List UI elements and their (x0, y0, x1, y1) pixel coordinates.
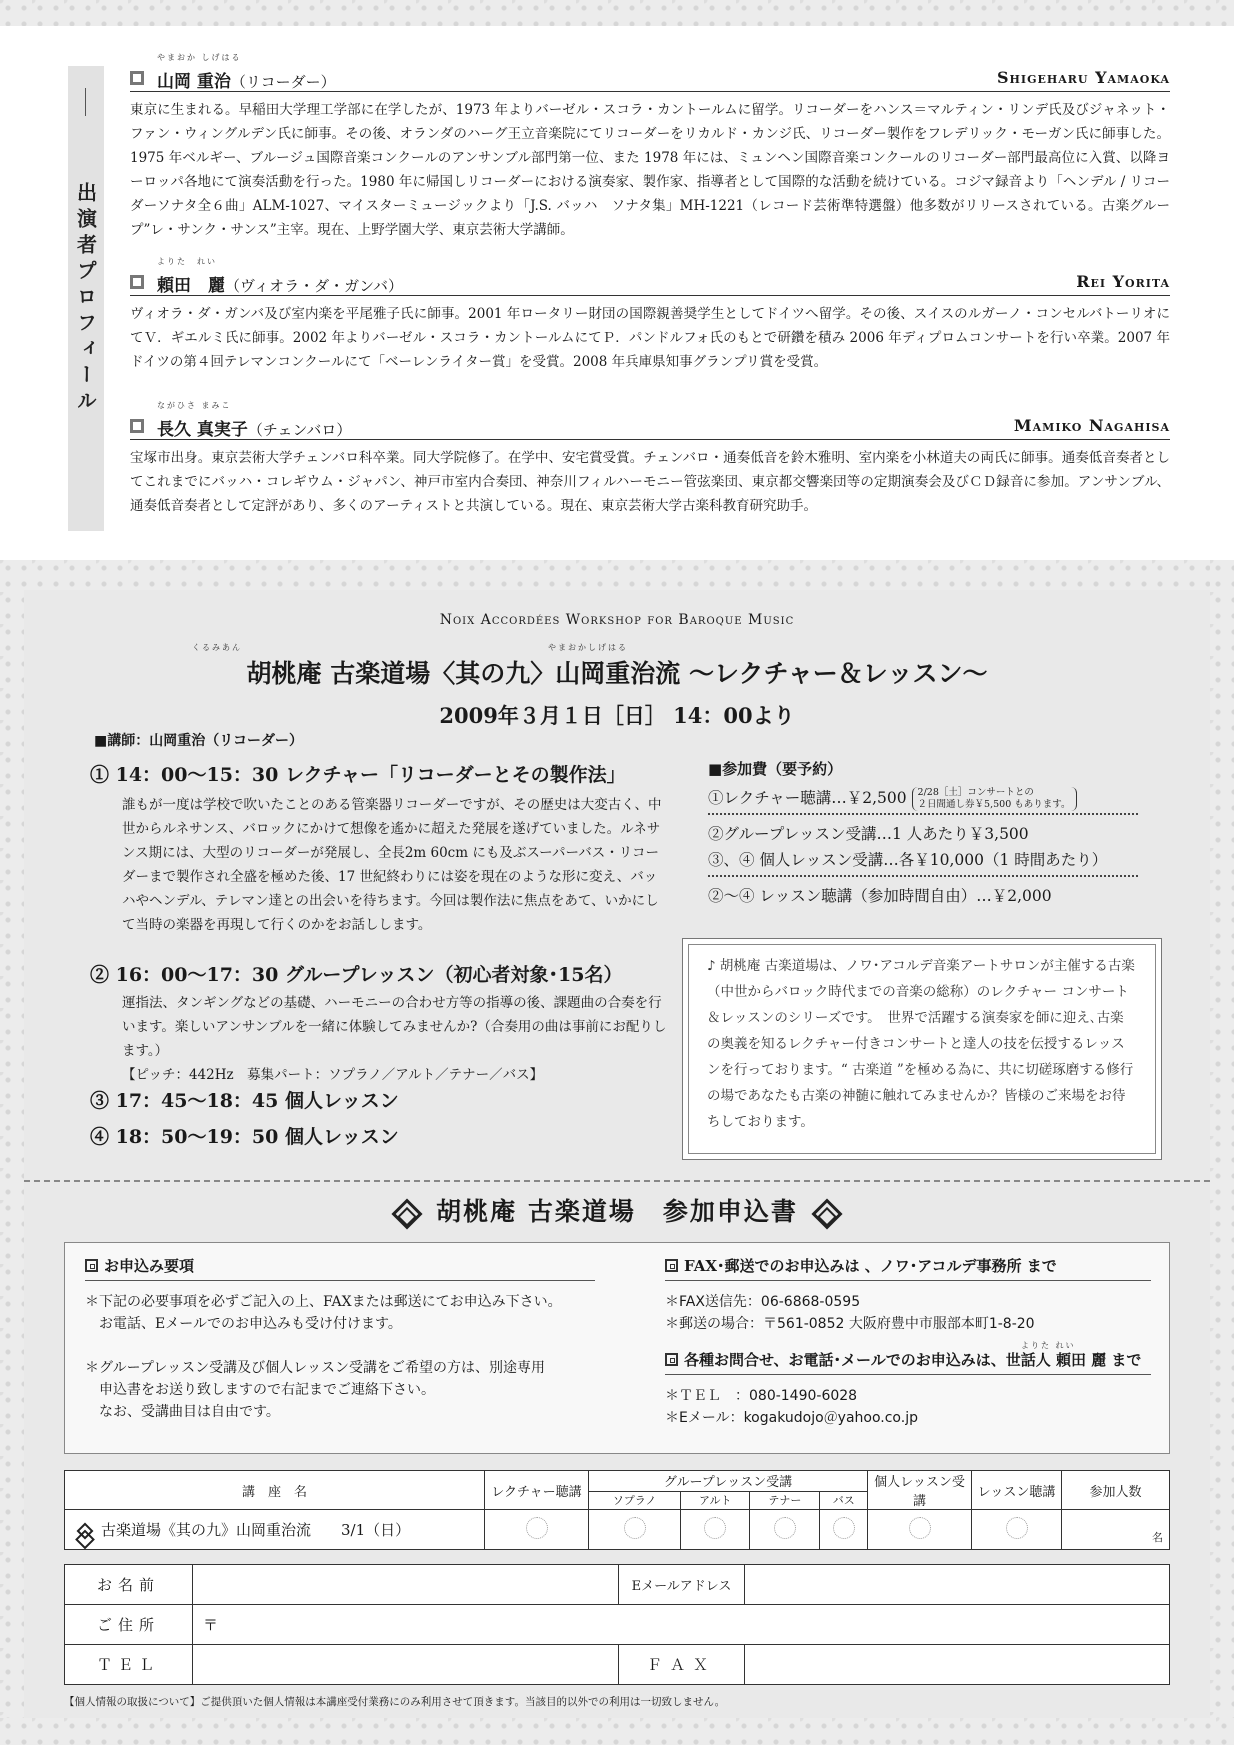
diamond-ornament-icon (392, 1198, 423, 1229)
performer-bio: ヴィオラ・ダ・ガンバ及び室内楽を平尾雅子氏に師事。2001 年ロータリー財団の国際親善奨学生としてドイツへ留学。その後、スイスのルガーノ・コンセルバトーリオにてＶ．ギエルミ氏に師事。2002 年よりバーゼル・スコラ・カントールムにてＰ．パンドルフォ氏のもとで研鑽を積み 2006 年ディプロムコンサートを行い卒業。2007 年ドイツの第４回テレマンコンクールにて「ベーレンライター賞」を受賞。2008 年兵庫県知事グランプリ賞を受賞。 (130, 306, 1170, 370)
title-ruby-kurumian: くるみあん (192, 643, 242, 652)
square-bullet-icon (130, 71, 144, 85)
performer-header (130, 257, 1170, 296)
series-info-text: ♪ 胡桃庵 古楽道場は、ノワ･アコルデ音楽アートサロンが主催する古楽（中世からバロック時代までの音楽の総称）のレクチャー コンサート＆レッスンのシリーズです。 世界で活躍する演奏家を師に迎え､古楽の奥義を知るレクチャー付きコンサートと達人の技を伝授するレッスンを行っております。“ 古楽道 ”を極める為に、共に切磋琢磨する修行の場であなたも古楽の神髄に触れてみませんか？皆様のご来場をお待ちしております。 (688, 944, 1156, 1154)
col-audit: レッスン聴講 (972, 1471, 1062, 1510)
performer-ruby: よりた れい (157, 257, 217, 266)
title-ruby-yamaoka: やまおかしげはる (548, 643, 628, 652)
diamond-ornament-icon (811, 1198, 842, 1229)
performer-nagahisa (130, 401, 1170, 518)
col-bass: バス (820, 1491, 868, 1509)
dotted-divider (708, 813, 1138, 815)
workshop-title: 胡桃庵 古楽道場〈其の九〉山岡重治流 ～レクチャー＆レッスン～ (246, 659, 988, 688)
session-individual-2 (90, 1122, 670, 1149)
fees-heading: ■参加費（要予約） (708, 760, 843, 778)
contact-heading-wrap (665, 1341, 1151, 1375)
performer-name: 山岡 重治（リコーダー） (157, 72, 336, 92)
profile-vertical-title (68, 66, 104, 531)
workshop-section (24, 590, 1210, 1718)
session-lecture (90, 760, 670, 937)
guideline-line: 申込書をお送り致しますので右記までご連絡下さい。 (85, 1382, 435, 1398)
col-course: 講 座 名 (65, 1471, 485, 1510)
performer-ruby: ながひさ まみこ (157, 401, 232, 410)
email-label: Eメールアドレス (619, 1565, 745, 1605)
session-body: 運指法、タンギングなどの基礎、ハーモニーの合わせ方等の指導の後、課題曲の合奏を行います。楽しいアンサンブルを一緒に体験してみませんか?（合奏用の曲は事前にお配りします。） (122, 995, 667, 1059)
bottom-border-pattern (0, 1718, 1234, 1745)
fax-heading: FAX･郵送でのお申込みは 、ノワ･アコルデ事務所 まで (665, 1255, 1151, 1281)
performer-bio: 宝塚市出身。東京芸術大学チェンバロ科卒業。同大学院修了。在学中、安宅賞受賞。チェンバロ・通奏低音を鈴木雅明、室内楽を小林道夫の両氏に師事。通奏低音奏者としてこれまでにバッハ・コレギウム・ジャパン、神戸市室内合奏団、神奈川フィルハーモニー管弦楽団、東京都交響楽団等の定期演奏会及びＣＤ録音に参加。アンサンブル、通奏低音奏者として定評があり、多くのアーティストと共演している。現在、東京芸術大学古楽科教育研究助手。 (130, 450, 1170, 514)
checkbox-lecture[interactable] (485, 1510, 589, 1550)
session-heading: ② 16：00～17：30 グループレッスン（初心者対象･15名） (90, 964, 623, 986)
application-info-box (64, 1242, 1170, 1454)
mid-border-pattern (0, 560, 1234, 590)
session-body: 誰もが一度は学校で吹いたことのある管楽器リコーダーですが、その歴史は大変古く、中世からルネサンス、バロックにかけて想像を遙かに超えた発展を遂げていました。ルネサンス期には、大型のリコーダーが発展し、全長2m 60cm にも及ぶスーパーバス・リコーダーまで製作され全盛を極めた後、17 世紀終わりには姿を現在のような形に変え、バッハやヘンデル、テレマン達との出会いを待ちます。今回は製作法に焦点をあて、いかにして当時の楽器を再現して行くのかをお話しします。 (122, 797, 662, 933)
performer-name-en: Rei Yorita (1076, 272, 1170, 291)
fee-lecture: ①レクチャー聴講…￥2,500 2/28［土］コンサートとの ２日間通し券￥5,500 もあります。 (708, 785, 1138, 811)
box-bullet-icon (85, 1259, 98, 1272)
application-contact (665, 1255, 1151, 1429)
checkbox-audit[interactable] (972, 1510, 1062, 1550)
course-row-name: 古楽道場《其の九》山岡重治流 3/1（日） (65, 1510, 485, 1550)
checkbox-individual[interactable] (868, 1510, 972, 1550)
email-field[interactable] (745, 1565, 1170, 1605)
col-lecture: レクチャー聴講 (485, 1471, 589, 1510)
application-title: 胡桃庵 古楽道場 参加申込書 (24, 1192, 1210, 1228)
applicant-info-table (64, 1564, 1170, 1685)
checkbox-bass[interactable] (820, 1510, 868, 1550)
performer-ruby: やまおか しげはる (157, 53, 242, 62)
profile-vertical-title-text: 出演者プロフィール (72, 172, 101, 426)
session-group (90, 960, 670, 1087)
top-border-pattern (0, 0, 1234, 26)
guideline-line: ＊下記の必要事項を必ずご記入の上、FAXまたは郵送にてお申込み下さい。 (85, 1294, 562, 1310)
guideline-line: なお、受講曲目は自由です。 (85, 1404, 280, 1420)
col-group: グループレッスン受講 (589, 1471, 868, 1492)
box-bullet-icon (665, 1353, 678, 1366)
session-heading: ③ 17：45～18：45 個人レッスン (90, 1090, 399, 1112)
checkbox-tenor[interactable] (750, 1510, 820, 1550)
cut-line (24, 1180, 1210, 1182)
course-table (64, 1470, 1170, 1550)
profile-section (0, 26, 1234, 560)
session-heading: ① 14：00～15：30 レクチャー「リコーダーとその製作法」 (90, 764, 626, 786)
tel-label: ＴＥＬ (65, 1645, 193, 1685)
postal-address: ＊郵送の場合：〒561-0852 大阪府豊中市服部本町1-8-20 (665, 1316, 1035, 1332)
session-note: 【ピッチ：442Hz 募集パート：ソプラノ／アルト／テナー／バス】 (122, 1067, 544, 1083)
performer-name-en: Mamiko Nagahisa (1013, 416, 1170, 435)
diamond-ornament-icon (77, 1523, 94, 1540)
session-heading: ④ 18：50～19：50 個人レッスン (90, 1126, 399, 1148)
tel-field[interactable] (193, 1645, 619, 1685)
workshop-teacher: ■講師：山岡重治（リコーダー） (94, 733, 303, 749)
fax-field[interactable] (745, 1645, 1170, 1685)
workshop-subtitle-en: Noix Accordées Workshop for Baroque Music (439, 612, 795, 628)
guidelines-heading: お申込み要項 (85, 1255, 595, 1281)
fee-lecture-note: 2/28［土］コンサートとの ２日間通し券￥5,500 もあります。 (912, 787, 1077, 811)
performer-yamaoka (130, 53, 1170, 242)
square-bullet-icon (130, 419, 144, 433)
guideline-line: お電話、Eメールでのお申込みも受け付けます。 (85, 1316, 402, 1332)
name-label: お名前 (65, 1565, 193, 1605)
guideline-line: ＊グループレッスン受講及び個人レッスン受講をご希望の方は、別途専用 (85, 1360, 546, 1376)
performer-header (130, 401, 1170, 440)
session-individual-1 (90, 1086, 670, 1113)
contact-ruby: よりた れい (1021, 1341, 1076, 1350)
col-soprano: ソプラノ (589, 1491, 681, 1509)
performer-name-en: Shigeharu Yamaoka (996, 68, 1170, 87)
performer-yorita (130, 257, 1170, 374)
dotted-divider (708, 875, 1138, 877)
fees-block (708, 758, 1138, 909)
col-count: 参加人数 (1062, 1471, 1170, 1510)
left-border-pattern (0, 560, 24, 1720)
checkbox-alto[interactable] (681, 1510, 750, 1550)
fee-audit: ②～④ レッスン聴講（参加時間自由）…￥2,000 (708, 887, 1052, 905)
col-tenor: テナー (750, 1491, 820, 1509)
address-field[interactable]: 〒 (193, 1605, 1170, 1645)
guideline-line (85, 1335, 595, 1357)
performer-name: 長久 真実子（チェンバロ） (157, 420, 352, 440)
fee-individual: ③、④ 個人レッスン受講…各￥10,000（1 時間あたり） (708, 851, 1108, 869)
series-info-box (682, 938, 1162, 1160)
privacy-notice: 【個人情報の取扱について】ご提供頂いた個人情報は本講座受付業務にのみ利用させて頂きます。当該目的以外での利用は一切致しません。 (64, 1696, 726, 1708)
performer-bio: 東京に生まれる。早稲田大学理工学部に在学したが、1973 年よりバーゼル・スコラ・カントールムに留学。リコーダーをハンス＝マルティン・リンデ氏及びジャネット・ファン・ウィングルデン氏に師事。その後、オランダのハーグ王立音楽院にてリコーダーをリカルド・カンジ氏、リコーダー製作をフレデリック・モーガン氏に師事した。1975 年ベルギー、ブルージュ国際音楽コンクールのアンサンブル部門第一位、また 1978 年には、ミュンヘン国際音楽コンクールのリコーダー部門最高位に入賞、以降ヨーロッパ各地にて演奏活動を行った。1980 年に帰国しリコーダーにおける演奏家、製作家、指導者として国際的な活動を続けている。コジマ録音より「ヘンデル / リコーダーソナタ全６曲」ALM-1027、マイスターミュージックより「J.S. バッハ ソナタ集」MH-1221（レコード芸術準特選盤）他多数がリリースされている。古楽グループ”レ・サンク・サンス”主宰。現在、上野学園大学、東京芸術大学講師。 (130, 102, 1170, 238)
contact-heading: 各種お問合せ、お電話･メールでのお申込みは、世話人 頼田 麗 まで (665, 1349, 1151, 1375)
participant-count-field[interactable]: 名 (1062, 1510, 1170, 1550)
address-label: ご住所 (65, 1605, 193, 1645)
right-border-pattern (1210, 560, 1234, 1720)
box-bullet-icon (665, 1259, 678, 1272)
application-guidelines (85, 1255, 595, 1423)
performer-name: 頼田 麗（ヴィオラ・ダ・ガンバ） (157, 276, 404, 296)
checkbox-soprano[interactable] (589, 1510, 681, 1550)
performer-header (130, 53, 1170, 92)
contact-email: ＊Eメール：kogakudojo＠yahoo.co.jp (665, 1410, 918, 1426)
workshop-date: 2009年３月１日［日］ 14：00より (439, 703, 795, 728)
square-bullet-icon (130, 275, 144, 289)
col-individual: 個人レッスン受講 (868, 1471, 972, 1510)
name-field[interactable] (193, 1565, 619, 1605)
contact-tel: ＊ＴＥＬ ：080-1490-6028 (665, 1388, 858, 1404)
fax-label: ＦＡＸ (619, 1645, 745, 1685)
fax-number: ＊FAX送信先：06-6868-0595 (665, 1294, 861, 1310)
fee-group: ②グループレッスン受講…1 人あたり￥3,500 (708, 825, 1029, 843)
col-alto: アルト (681, 1491, 750, 1509)
